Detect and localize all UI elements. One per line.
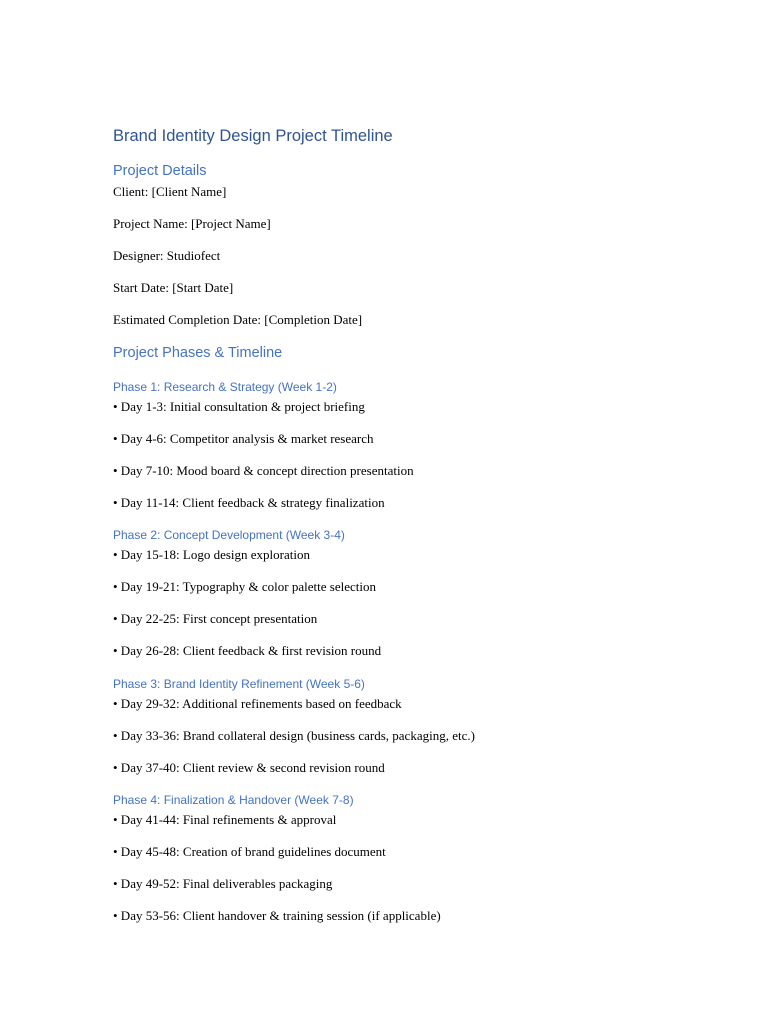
list-item: • Day 53-56: Client handover & training session (if applicable)	[113, 908, 441, 923]
phase-4-heading: Phase 4: Finalization & Handover (Week 7-8)	[113, 793, 354, 807]
detail-project-name: Project Name: [Project Name]	[113, 216, 271, 231]
document-title: Brand Identity Design Project Timeline	[113, 127, 393, 145]
list-item: • Day 37-40: Client review & second revision round	[113, 760, 385, 775]
list-item: • Day 19-21: Typography & color palette selection	[113, 579, 376, 594]
list-item: • Day 29-32: Additional refinements based on feedback	[113, 696, 402, 711]
detail-start-date: Start Date: [Start Date]	[113, 280, 234, 295]
list-item: • Day 15-18: Logo design exploration	[113, 547, 310, 562]
list-item: • Day 41-44: Final refinements & approval	[113, 812, 337, 827]
phase-3-heading: Phase 3: Brand Identity Refinement (Week 5-6)	[113, 677, 365, 691]
phase-1-heading: Phase 1: Research & Strategy (Week 1-2)	[113, 380, 337, 394]
list-item: • Day 11-14: Client feedback & strategy finalization	[113, 495, 385, 510]
project-details-heading: Project Details	[113, 163, 207, 179]
list-item: • Day 22-25: First concept presentation	[113, 611, 318, 626]
list-item: • Day 33-36: Brand collateral design (business cards, packaging, etc.)	[113, 728, 475, 743]
list-item: • Day 4-6: Competitor analysis & market research	[113, 431, 374, 446]
list-item: • Day 45-48: Creation of brand guidelines document	[113, 844, 386, 859]
list-item: • Day 49-52: Final deliverables packaging	[113, 876, 333, 891]
list-item: • Day 26-28: Client feedback & first revision round	[113, 643, 382, 658]
list-item: • Day 7-10: Mood board & concept direction presentation	[113, 463, 414, 478]
detail-designer: Designer: Studiofect	[113, 248, 221, 263]
list-item: • Day 1-3: Initial consultation & project briefing	[113, 399, 365, 414]
detail-completion-date: Estimated Completion Date: [Completion Date]	[113, 312, 363, 327]
phase-2-heading: Phase 2: Concept Development (Week 3-4)	[113, 528, 345, 542]
project-phases-heading: Project Phases & Timeline	[113, 345, 283, 361]
detail-client: Client: [Client Name]	[113, 184, 227, 199]
